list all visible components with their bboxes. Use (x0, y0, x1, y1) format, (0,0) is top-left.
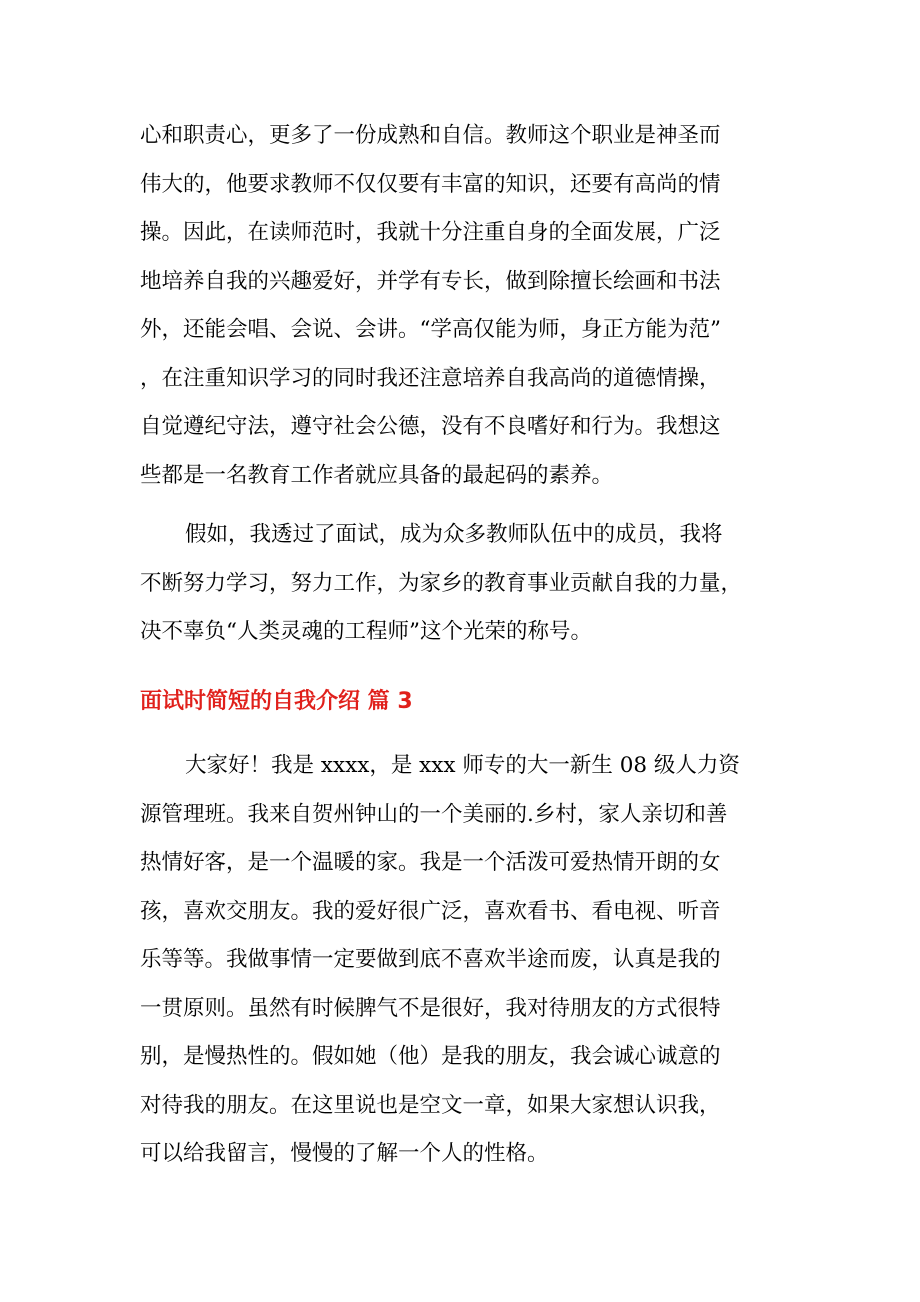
text-line: 大家好！我是 xxxx，是 xxx 师专的大一新生 08 级人力资 (185, 753, 740, 778)
text-line: 外，还能会唱、会说、会讲。“学高仅能为师，身正方能为范” (140, 317, 721, 342)
text-line: 不断努力学习，努力工作，为家乡的教育事业贡献自我的力量， (140, 570, 743, 596)
paragraph-self-introduction (140, 742, 800, 1179)
text-line: 乐等等。我做事情一定要做到底不喜欢半途而废，认真是我的 (140, 947, 721, 972)
text-line: 地培养自我的兴趣爱好，并学有专长，做到除擅长绘画和书法 (140, 268, 721, 294)
text-line: 伟大的，他要求教师不仅仅要有丰富的知识，还要有高尚的情 (140, 171, 721, 197)
text-line: 别，是慢热性的。假如她（他）是我的朋友，我会诚心诚意的 (140, 1044, 721, 1069)
text-line: 源管理班。我来自贺州钟山的一个美丽的.乡村，家人亲切和善 (140, 801, 728, 827)
text-line: 热情好客，是一个温暖的家。我是一个活泼可爱热情开朗的女 (140, 850, 721, 875)
section-heading: 面试时简短的自我介绍 篇 3 (140, 689, 413, 714)
text-line: 自觉遵纪守法，遵守社会公德，没有不良嗜好和行为。我想这 (140, 414, 721, 439)
text-line: 可以给我留言，慢慢的了解一个人的性格。 (140, 1141, 549, 1166)
text-line: 心和职责心，更多了一份成熟和自信。教师这个职业是神圣而 (140, 123, 721, 148)
text-line: 决不辜负“人类灵魂的工程师”这个光荣的称号。 (140, 619, 592, 644)
text-line: 假如，我透过了面试，成为众多教师队伍中的成员，我将 (185, 522, 723, 547)
text-line: 孩，喜欢交朋友。我的爱好很广泛，喜欢看书、看电视、听音 (140, 898, 721, 924)
text-line: 对待我的朋友。在这里说也是空文一章，如果大家想认识我， (140, 1092, 721, 1118)
text-line: 一贯原则。虽然有时候脾气不是很好，我对待朋友的方式很特 (140, 995, 721, 1021)
text-line: 操。因此，在读师范时，我就十分注重自身的全面发展，广泛 (140, 220, 721, 245)
text-line: ，在注重知识学习的同时我还注意培养自我高尚的道德情操， (140, 365, 721, 391)
paragraph-interview-commitment (140, 511, 800, 657)
paragraph-teacher-virtue (140, 112, 800, 500)
text-line: 些都是一名教育工作者就应具备的最起码的素养。 (140, 462, 614, 488)
